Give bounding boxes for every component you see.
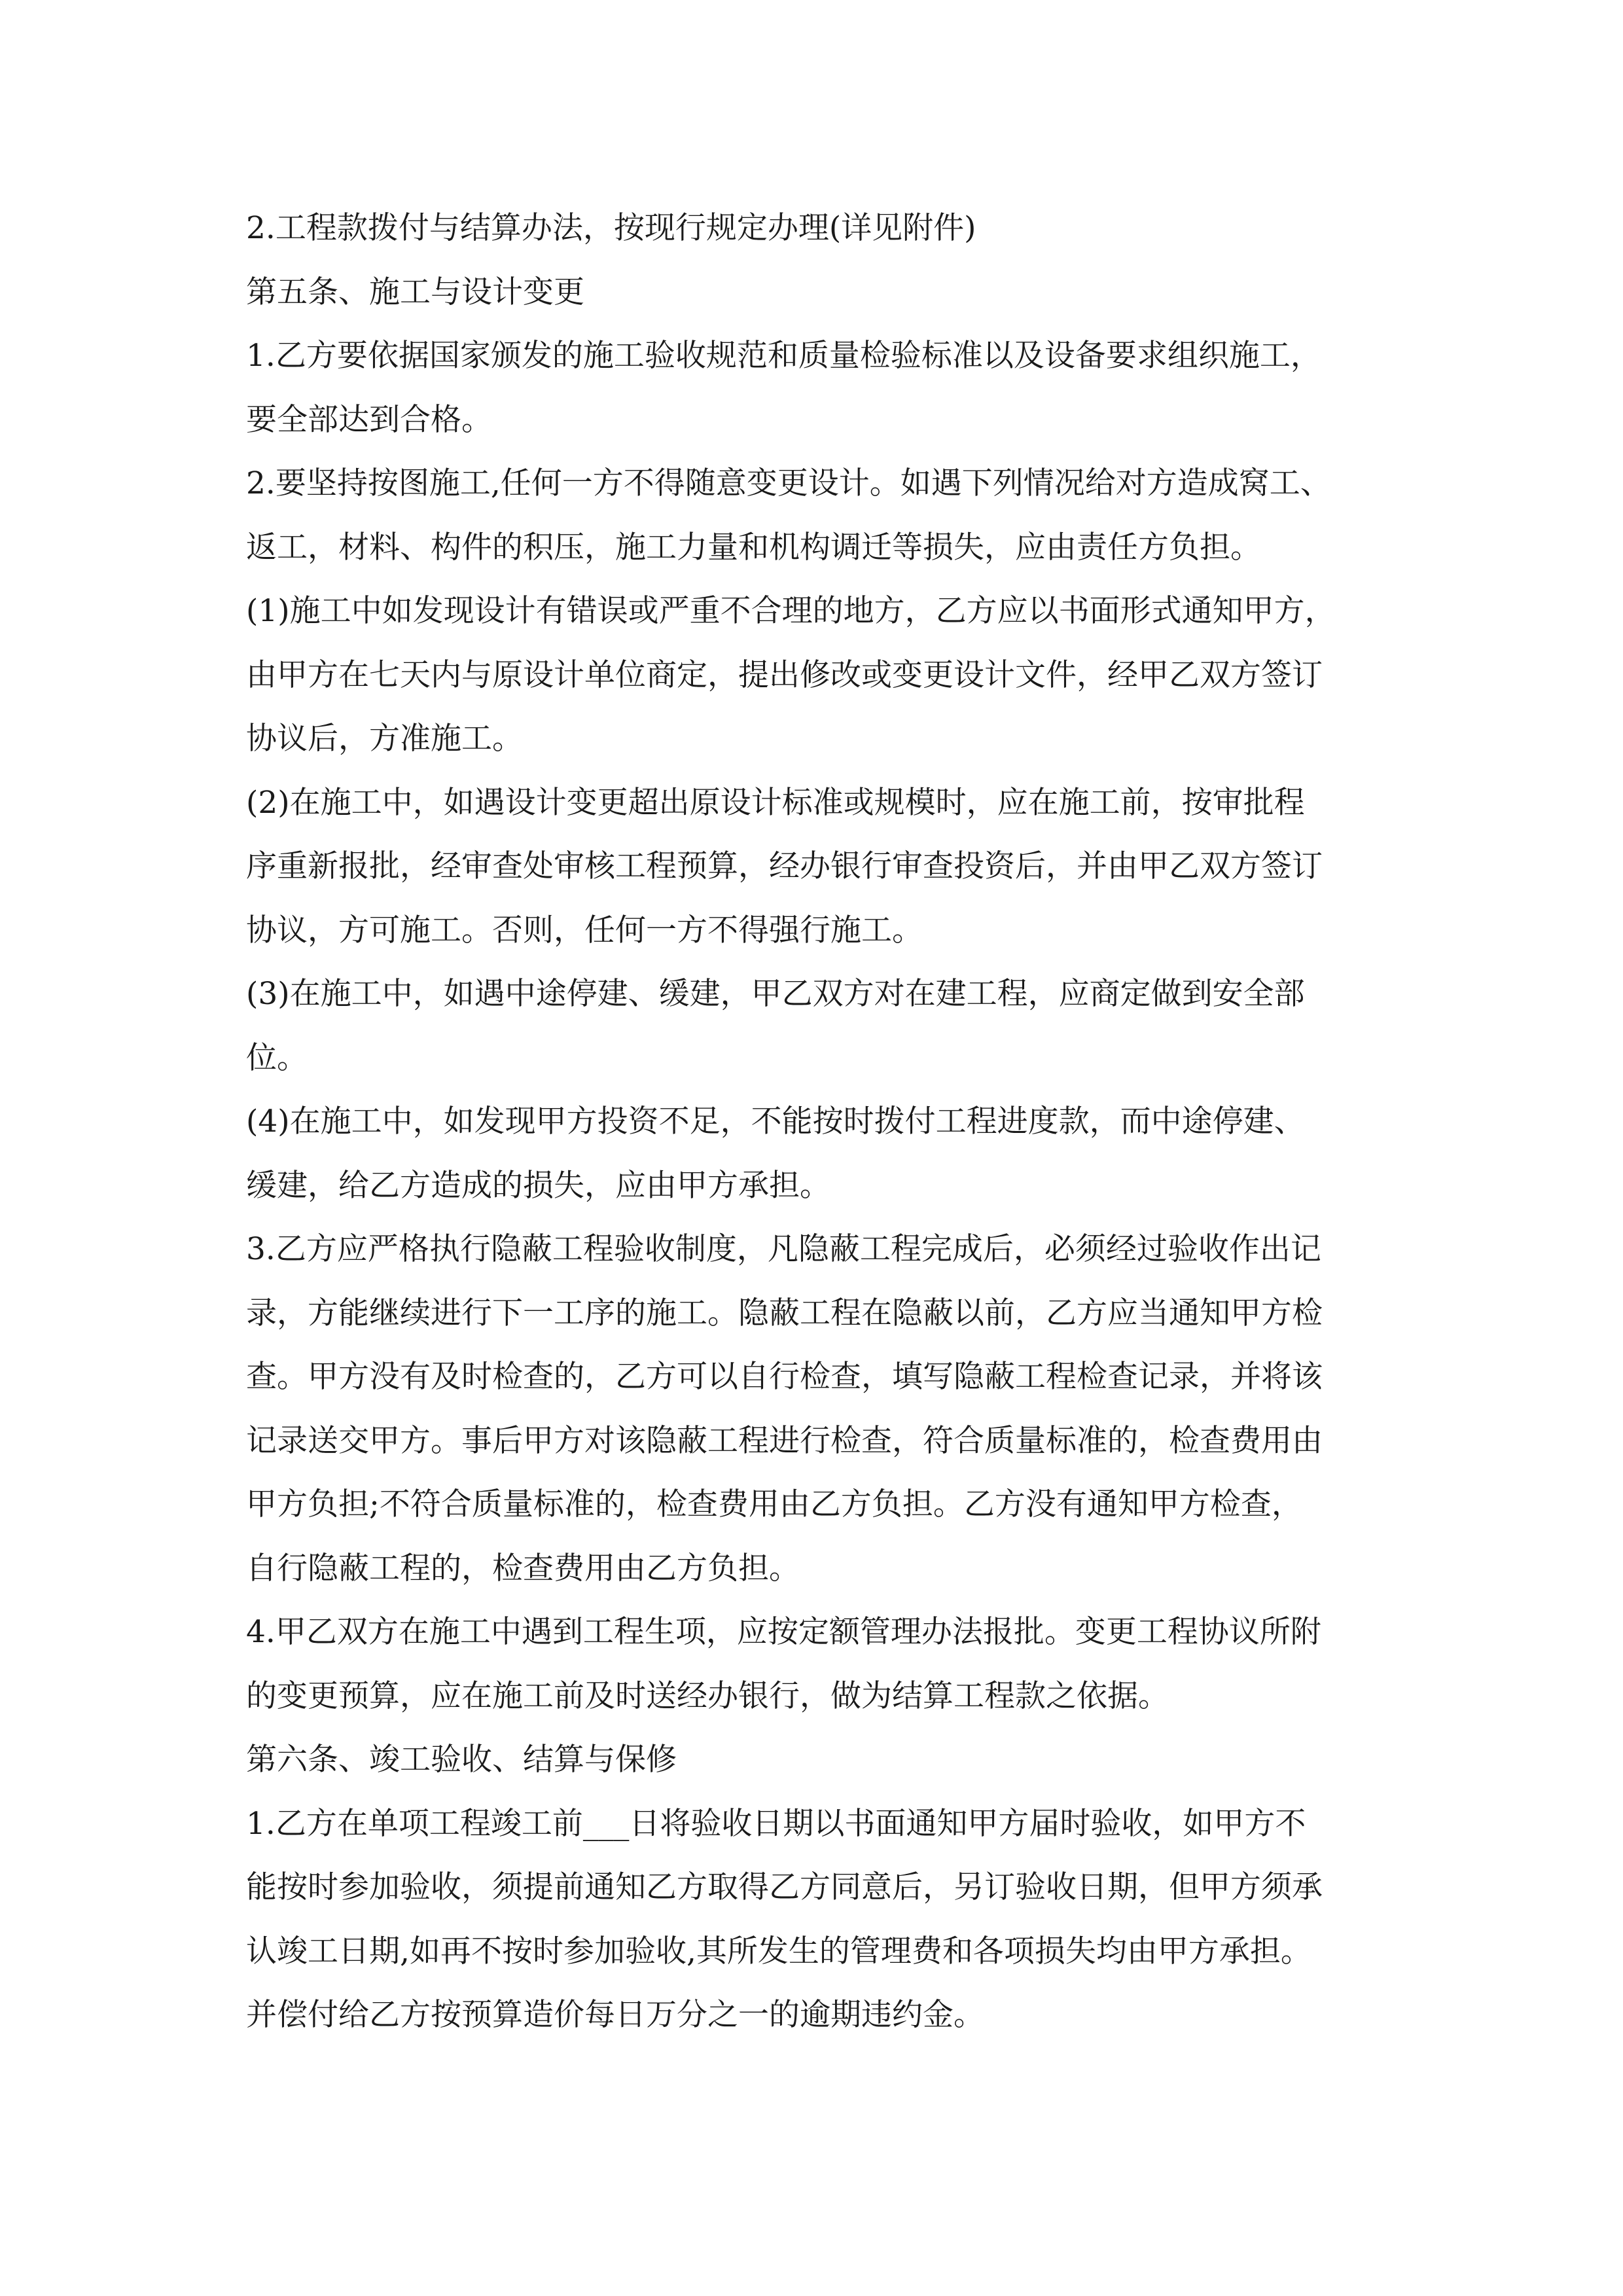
- text-line: 2.工程款拨付与结算办法，按现行规定办理(详见附件): [246, 210, 976, 246]
- text-line: 4.甲乙双方在施工中遇到工程生项，应按定额管理办法报批。变更工程协议所附: [246, 1614, 1321, 1650]
- text-line: 协议后，方准施工。: [246, 721, 523, 757]
- text-line: 由甲方在七天内与原设计单位商定，提出修改或变更设计文件，经甲乙双方签订: [246, 656, 1323, 693]
- section-heading: 第五条、施工与设计变更: [246, 274, 584, 310]
- text-line: 甲方负担;不符合质量标准的，检查费用由乙方负担。乙方没有通知甲方检查，: [246, 1486, 1302, 1522]
- text-line: (4)在施工中，如发现甲方投资不足，不能按时拨付工程进度款，而中途停建、: [246, 1103, 1305, 1139]
- text-line: (3)在施工中，如遇中途停建、缓建，甲乙双方对在建工程，应商定做到安全部: [246, 976, 1305, 1012]
- text-line: 记录送交甲方。事后甲方对该隐蔽工程进行检查，符合质量标准的，检查费用由: [246, 1422, 1323, 1459]
- text-line: 能按时参加验收，须提前通知乙方取得乙方同意后，另订验收日期，但甲方须承: [246, 1869, 1323, 1905]
- text-line: 协议，方可施工。否则，任何一方不得强行施工。: [246, 912, 923, 948]
- section-heading: 第六条、竣工验收、结算与保修: [246, 1742, 677, 1778]
- text-line: 缓建，给乙方造成的损失，应由甲方承担。: [246, 1167, 830, 1204]
- document-page: [246, 196, 1398, 2047]
- text-line: 要全部达到合格。: [246, 401, 492, 438]
- text-line: 序重新报批，经审查处审核工程预算，经办银行审查投资后，并由甲乙双方签订: [246, 848, 1323, 884]
- text-line: 并偿付给乙方按预算造价每日万分之一的逾期违约金。: [246, 1997, 984, 2033]
- text-line: 1.乙方要依据国家颁发的施工验收规范和质量检验标准以及设备要求组织施工，: [246, 338, 1321, 374]
- text-line: 认竣工日期,如再不按时参加验收,其所发生的管理费和各项损失均由甲方承担。: [246, 1933, 1311, 1969]
- text-line: (1)施工中如发现设计有错误或严重不合理的地方，乙方应以书面形式通知甲方，: [246, 593, 1336, 629]
- text-line: 录，方能继续进行下一工序的施工。隐蔽工程在隐蔽以前，乙方应当通知甲方检: [246, 1295, 1323, 1331]
- text-line: 1.乙方在单项工程竣工前___日将验收日期以书面通知甲方届时验收，如甲方不: [246, 1805, 1306, 1842]
- text-line: (2)在施工中，如遇设计变更超出原设计标准或规模时，应在施工前，按审批程: [246, 784, 1305, 821]
- text-line: 位。: [246, 1039, 308, 1076]
- text-line: 返工，材料、构件的积压，施工力量和机构调迁等损失，应由责任方负担。: [246, 529, 1261, 565]
- text-line: 3.乙方应严格执行隐蔽工程验收制度，凡隐蔽工程完成后，必须经过验收作出记: [246, 1231, 1321, 1267]
- text-line: 的变更预算，应在施工前及时送经办银行，做为结算工程款之依据。: [246, 1677, 1169, 1714]
- text-line: 自行隐蔽工程的，检查费用由乙方负担。: [246, 1550, 800, 1587]
- text-line: 查。甲方没有及时检查的，乙方可以自行检查，填写隐蔽工程检查记录，并将该: [246, 1359, 1323, 1395]
- text-line: 2.要坚持按图施工,任何一方不得随意变更设计。如遇下列情况给对方造成窝工、: [246, 465, 1331, 501]
